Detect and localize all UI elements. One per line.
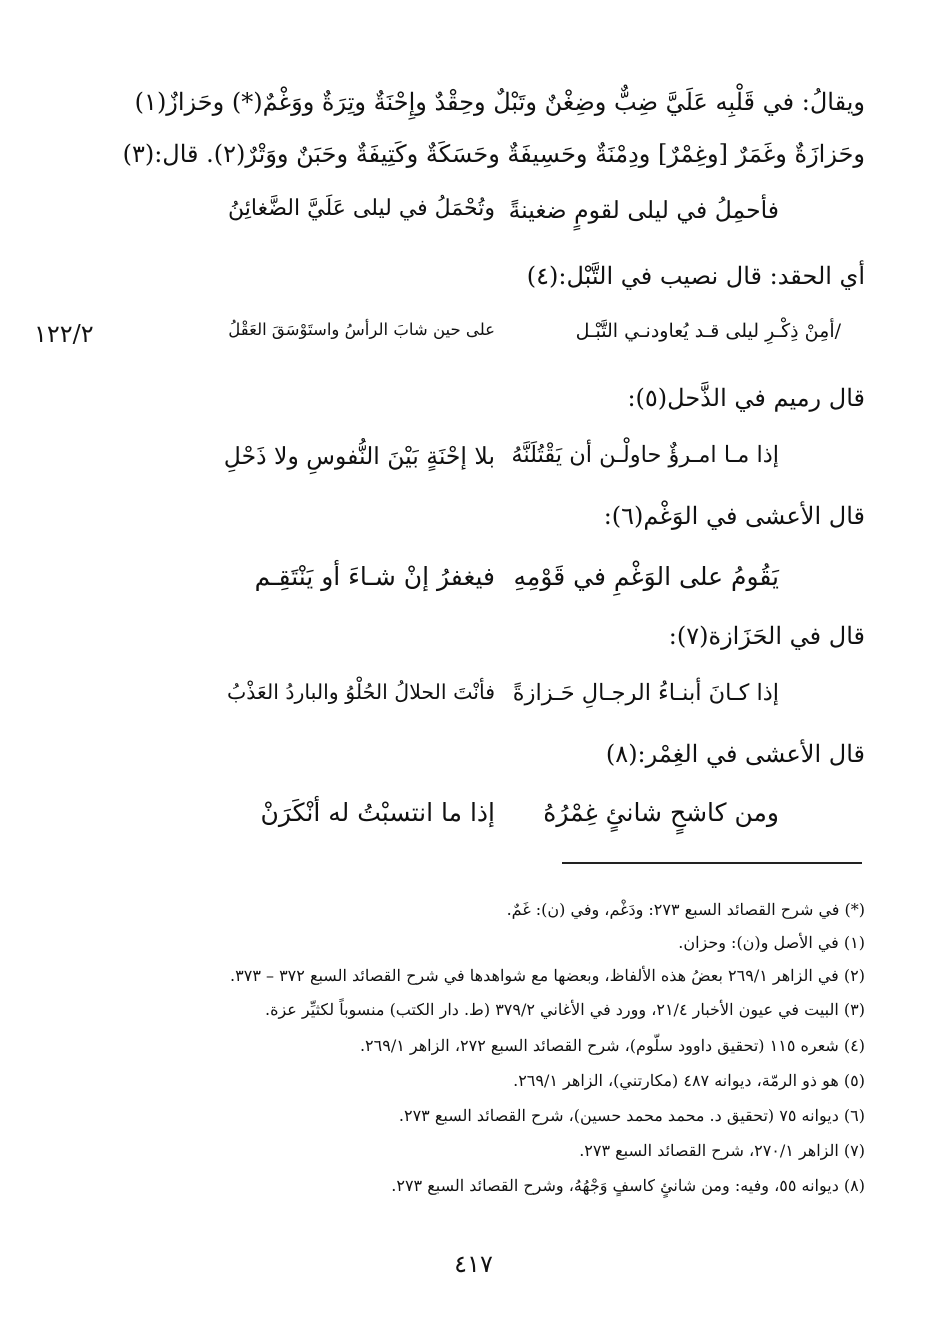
verse-3-first-hemistich: إذا مـا امـرؤٌ حاولْـن أن يَقْتُلَنَّهُ — [511, 442, 779, 468]
footnote-4: (٤) شعره ١١٥ (تحقيق داوود سلّوم)، شرح القصائد السبع ٢٧٢، الزاهر ٢٦٩/١. — [359, 1036, 865, 1055]
verse-6-first-hemistich: ومن كاشحٍ شانئٍ غِمْرُهُ — [543, 798, 779, 827]
verse-5-second-hemistich: فأنْتَ الحلالُ الحُلْوُ والباردُ العَذْبُ — [227, 680, 495, 704]
verse-2-second-hemistich: على حين شابَ الرأسُ واستَوْسَقَ العَقْلُ — [228, 320, 495, 339]
margin-reference: ١٢٢/٢ — [34, 320, 94, 348]
footnote-1: (١) في الأصل و(ن): وحزان. — [678, 933, 865, 952]
footnote-3: (٣) البيت في عيون الأخبار ٢١/٤، وورد في الأغاني ٣٧٩/٢ (ط. دار الكتب) منسوباً لكثيِّر عزة. — [265, 1000, 865, 1019]
verse-4-second-hemistich: فيغفرُ إنْ شـاءَ أو يَنْتَقِـم — [254, 562, 495, 591]
page-number: ٤١٧ — [454, 1250, 493, 1278]
heading-tabl: أي الحقد: قال نصيب في التَّبْل:(٤) — [526, 262, 865, 290]
verse-6 — [0, 798, 947, 838]
verse-1 — [0, 196, 947, 236]
intro-line-2: وحَزازَةٌ وغَمَرٌ [وغِمْرٌ] ودِمْنَةٌ وحَسِيفَةٌ وحَسَكَةٌ وكَتِيفَةٌ وحَبَنٌ ووَتْرٌ(٢). قال:(٣) — [122, 140, 865, 168]
verse-2 — [0, 320, 947, 360]
footnote-8: (٨) ديوانه ٥٥، وفيه: ومن شانئٍ كاسفٍ وَجْهُهُ، وشرح القصائد السبع ٢٧٣. — [391, 1176, 865, 1195]
verse-2-first-hemistich: /أمِنْ ذِكْـرِ ليلى قـد يُعاودنـي التَّبْـل — [575, 320, 841, 342]
footnote-6: (٦) ديوانه ٧٥ (تحقيق د. محمد محمد حسين)، شرح القصائد السبع ٢٧٣. — [398, 1106, 865, 1125]
verse-4 — [0, 562, 947, 602]
footnote-star: (*) في شرح القصائد السبع ٢٧٣: ودَغْم، وفي (ن): غَمٌ. — [506, 900, 865, 919]
verse-1-second-hemistich: وتُحْمَلُ في ليلى عَلَيَّ الضَّغائِنُ — [228, 196, 495, 221]
footnote-7: (٧) الزاهر ٢٧٠/١، شرح القصائد السبع ٢٧٣. — [579, 1141, 865, 1160]
footnote-2: (٢) في الزاهر ٢٦٩/١ بعضُ هذه الألفاظ، وبعضها مع شواهدها في شرح القصائد السبع ٣٧٢ – ٣٧٣. — [230, 966, 865, 985]
footnote-5: (٥) هو ذو الرمّة، ديوانه ٤٨٧ (مكارتني)، الزاهر ٢٦٩/١. — [513, 1071, 865, 1090]
heading-dhahl: قال رميم في الذَّحل(٥): — [627, 384, 865, 412]
verse-6-second-hemistich: إذا ما انتسبْتُ له أنْكَرَنْ — [260, 798, 495, 827]
footnote-separator — [562, 862, 862, 864]
verse-3-second-hemistich: بلا إحْنَةٍ بَيْنَ النُّفوسِ ولا ذَحْلِ — [223, 442, 495, 470]
verse-4-first-hemistich: يَقُومُ على الوَغْمِ في قَوْمِهِ — [513, 562, 779, 591]
verse-3 — [0, 442, 947, 482]
heading-hazaza: قال في الحَزَازة(٧): — [668, 622, 865, 650]
heading-ghimr: قال الأعشى في الغِمْر:(٨) — [605, 740, 865, 768]
verse-1-first-hemistich: فأحمِلُ في ليلى لقومٍ ضغينةً — [508, 196, 779, 224]
heading-waghm: قال الأعشى في الوَغْم(٦): — [603, 502, 865, 530]
verse-5-first-hemistich: إذا كـانَ أبنـاءُ الرجـالِ حَـزازةً — [512, 680, 779, 706]
verse-5 — [0, 680, 947, 720]
intro-line-1: ويقالُ: في قَلْبِه عَلَيَّ ضِبٌّ وضِغْنٌ وتَبْلٌ وحِقْدٌ وإِحْنَةٌ وتِرَةٌ ووَغْمٌ(*) وحَزازٌ(١) — [134, 88, 865, 116]
